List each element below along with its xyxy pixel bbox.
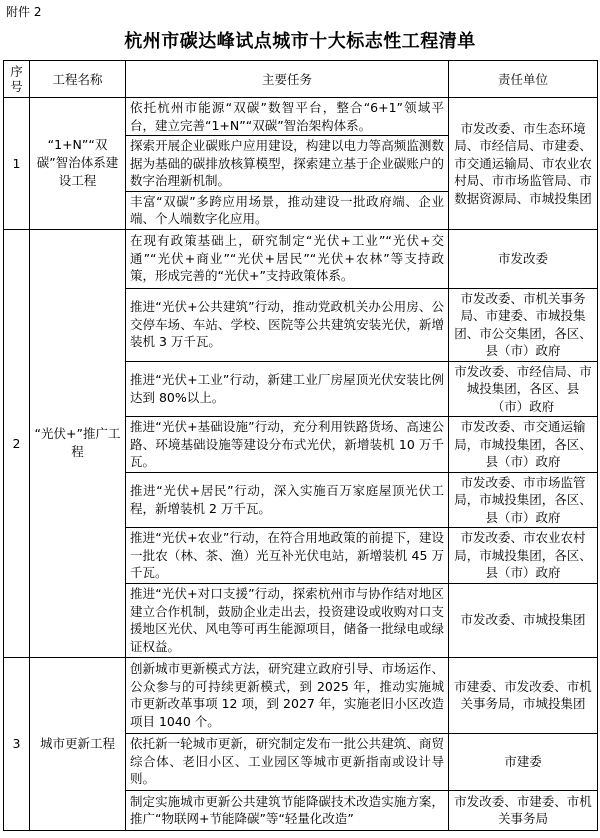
task-cell: 探索开展企业碳账户应用建设，构建以电力等高频监测数据为基础的碳排放核算模型，探索建立基于企业碳账户的数字治理新机制。	[126, 136, 449, 192]
unit-cell: 市发改委、市生态环境局、市经信局、市建委、市交通运输局、市农业农村局、市市场监管局、市数据资源局、市城投集团	[449, 98, 598, 230]
project-name-cell: 城市更新工程	[30, 657, 126, 830]
header-task: 主要任务	[126, 61, 449, 98]
seq-cell: 1	[4, 98, 30, 230]
task-cell: 在现有政策基础上，研究制定“光伏+工业”“光伏+交通”“光伏+商业”“光伏+居民”“光伏+农林”等支持政策，形成完善的“光伏+”支持政策体系。	[126, 229, 449, 288]
unit-cell: 市发改委、市城投集团	[449, 583, 598, 657]
project-table	[3, 60, 598, 831]
task-cell: 依托新一轮城市更新，研究制定发布一批公共建筑、商贸综合体、老旧小区、工业园区等城市更新指南或设计导则。	[126, 733, 449, 790]
task-cell: 推进“光伏+农业”行动，在符合用地政策的前提下，建设一批农（林、茶、渔）光互补光伏电站，新增装机 45 万千瓦。	[126, 528, 449, 584]
unit-cell: 市发改委、市农业农村局，市城投集团，各区、县（市）政府	[449, 528, 598, 584]
task-cell: 推进“光伏+基础设施”行动，充分利用铁路货场、高速公路、环境基础设施等建设分布式光伏，新增装机 10 万千瓦。	[126, 417, 449, 473]
task-cell: 依托杭州市能源“双碳”数智平台，整合“6+1”领域平台，建立完善“1+N”“双碳”智治架构体系。	[126, 98, 449, 136]
unit-cell: 市建委	[449, 733, 598, 790]
attachment-label: 附件 2	[6, 5, 42, 19]
header-unit: 责任单位	[449, 61, 598, 98]
unit-cell: 市发改委、市建委、市机关事务局	[449, 790, 598, 830]
unit-cell: 市发改委、市市场监管局，市城投集团，各区、县（市）政府	[449, 472, 598, 528]
project-name-cell: “光伏+”推广工程	[30, 229, 126, 657]
document-title: 杭州市碳达峰试点城市十大标志性工程清单	[124, 31, 476, 52]
unit-cell: 市发改委、市交通运输局，市城投集团，各区、县（市）政府	[449, 417, 598, 473]
task-cell: 制定实施城市更新公共建筑节能降碳技术改造实施方案，推广“物联网+节能降碳”等“轻量化改造”	[126, 790, 449, 830]
table-row	[4, 657, 598, 733]
task-cell: 推进“光伏+工业”行动，新建工业厂房屋顶光伏安装比例达到 80%以上。	[126, 361, 449, 417]
seq-cell: 3	[4, 657, 30, 830]
task-cell: 创新城市更新模式方法，研究建立政府引导、市场运作、公众参与的可持续更新模式，到 2025 年，推动实施城市更新改革事项 12 项，到 2027 年，实施老旧小区改造项目 1040 个。	[126, 657, 449, 733]
task-cell: 推进“光伏+对口支援”行动，探索杭州市与协作结对地区建立合作机制，鼓励企业走出去，投资建设或收购对口支援地区光伏、风电等可再生能源项目，储备一批绿电或绿证权益。	[126, 583, 449, 657]
unit-cell: 市发改委、市经信局、市城投集团，各区、县（市）政府	[449, 361, 598, 417]
unit-cell: 市发改委、市机关事务局、市建委、市城投集团、市公交集团，各区、县（市）政府	[449, 288, 598, 361]
unit-cell: 市建委、市发改委、市机关事务局，市城投集团	[449, 657, 598, 733]
table-row	[4, 229, 598, 288]
task-cell: 丰富“双碳”多跨应用场景，推动建设一批政府端、企业端、个人端数字化应用。	[126, 191, 449, 229]
task-cell: 推进“光伏+公共建筑”行动，推动党政机关办公用房、公交停车场、车站、学校、医院等公共建筑安装光伏，新增装机 3 万千瓦。	[126, 288, 449, 361]
table-row	[4, 98, 598, 136]
header-seq: 序号	[4, 61, 30, 98]
header-project: 工程名称	[30, 61, 126, 98]
project-name-cell: “1+N”“双碳”智治体系建设工程	[30, 98, 126, 230]
unit-cell: 市发改委	[449, 229, 598, 288]
seq-cell: 2	[4, 229, 30, 657]
task-cell: 推进“光伏+居民”行动，深入实施百万家庭屋顶光伏工程，新增装机 2 万千瓦。	[126, 472, 449, 528]
table-header-row	[4, 61, 598, 98]
